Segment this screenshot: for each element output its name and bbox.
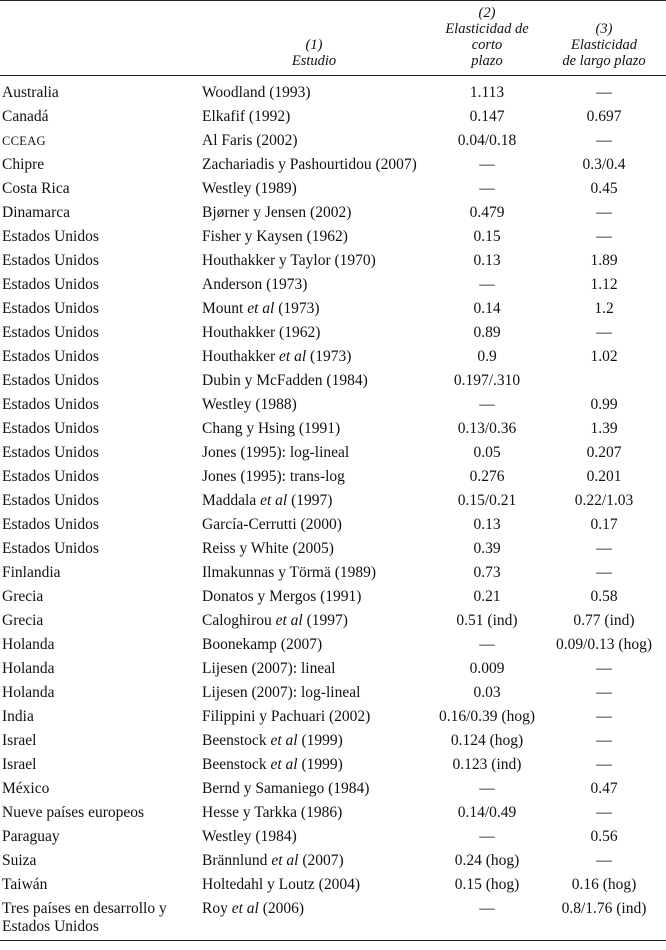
cell-long-run: 0.56 [590,828,618,845]
cell-short-run: 0.05 [473,444,501,461]
cell-country: Grecia [2,612,44,629]
cell-country: CCEAG [2,134,46,148]
cell-long-run: — [596,708,612,725]
cell-country: Israel [2,756,37,773]
cell-short-run: — [479,780,495,797]
table-row [0,76,666,107]
cell-short-run: 0.15 (hog) [454,876,520,893]
cell-short-run: 0.14/0.49 [457,804,517,821]
table-row [0,418,666,442]
cell-study: Reiss y White (2005) [202,540,334,557]
study-et-al: et al [231,900,259,917]
table-row [0,562,666,586]
cell-study [196,730,432,754]
cell-country: Estados Unidos [2,492,99,509]
cell-long-run: — [596,804,612,821]
cell-long-run: 0.09/0.13 (hog) [555,636,652,653]
table-row [0,802,666,826]
cell-country: Estados Unidos [2,444,99,461]
cell-country: Estados Unidos [2,420,99,437]
cell-long-run: — [596,564,612,581]
cell-long-run: 0.697 [586,108,622,125]
study-year: (1997) [287,492,333,509]
cell-country: Estados Unidos [2,540,99,557]
table-row [0,682,666,706]
cell-country: Estados Unidos [2,324,99,341]
cell-study: Lijesen (2007): lineal [202,660,336,677]
table-row [0,394,666,418]
cell-country: Australia [2,84,59,101]
cell-study [196,898,432,941]
cell-country: Holanda [2,684,55,701]
table-row [0,370,666,394]
cell-long-run: 0.47 [590,780,618,797]
cell-study: Filippini y Pachuari (2002) [202,708,371,725]
header-short-line-1: Elasticidad de corto [445,21,529,53]
cell-study: Fisher y Kaysen (1962) [202,228,348,245]
cell-short-run: 0.124 (hog) [450,732,524,749]
cell-short-run: 0.009 [469,660,505,677]
table-row [0,898,666,941]
cell-short-run: 0.479 [469,204,505,221]
cell-long-run: 0.45 [590,180,618,197]
cell-short-run: — [479,180,495,197]
cell-short-run: 0.13 [473,252,501,269]
table-row [0,154,666,178]
header-study [196,1,432,76]
cell-study [196,850,432,874]
cell-short-run: 0.14 [473,300,501,317]
cell-country: Grecia [2,588,44,605]
study-author: Mount [202,300,248,317]
cell-study [196,490,432,514]
cell-long-run: 0.201 [586,468,622,485]
table-row [0,658,666,682]
cell-long-run: — [596,132,612,149]
table-row [0,514,666,538]
cell-study: Boonekamp (2007) [202,636,323,653]
cell-study: Jones (1995): log-lineal [202,444,350,461]
cell-long-run: 0.17 [590,516,618,533]
cell-short-run: 0.9 [477,348,497,365]
header-long-run [542,1,666,76]
cell-study: Elkafif (1992) [202,108,291,125]
table-row [0,778,666,802]
cell-country: Nueve países europeos [2,804,145,821]
header-long-number: (3) [595,21,613,37]
cell-long-run [542,370,666,394]
table-row [0,466,666,490]
cell-study: Dubin y McFadden (1984) [202,372,368,389]
study-year: (1973) [274,300,320,317]
cell-long-run: — [596,756,612,773]
study-et-al: et al [260,492,288,509]
cell-short-run: — [479,900,495,917]
cell-study: Woodland (1993) [202,84,311,101]
cell-study [196,298,432,322]
cell-short-run: 0.21 [473,588,501,605]
cell-country: Taiwán [2,876,48,893]
study-et-al: et al [275,612,303,629]
study-et-al: et al [279,348,307,365]
cell-country: Estados Unidos [2,252,99,269]
cell-long-run: — [596,660,612,677]
header-short-line-2: plazo [471,53,503,69]
cell-long-run: — [596,732,612,749]
cell-long-run: — [596,540,612,557]
study-year: (2007) [298,852,344,869]
cell-long-run: — [596,684,612,701]
cell-country: Estados Unidos [2,372,99,389]
table-row [0,130,666,154]
study-year: (1997) [302,612,348,629]
cell-short-run: 0.16/0.39 (hog) [438,708,535,725]
cell-long-run: — [596,204,612,221]
study-author: Caloghirou [202,612,276,629]
cell-short-run: 0.276 [469,468,505,485]
table-row [0,226,666,250]
cell-country: Estados Unidos [2,228,99,245]
cell-study: Houthakker y Taylor (1970) [202,252,376,269]
cell-country: Tres países en desarrollo y Estados Unidos [2,900,167,935]
cell-country: Israel [2,732,37,749]
cell-long-run: 0.207 [586,444,622,461]
table-row [0,706,666,730]
cell-short-run: 0.15/0.21 [457,492,517,509]
header-long-line-2: de largo plazo [562,53,646,69]
cell-short-run: 0.73 [473,564,501,581]
table-header-row [0,1,666,76]
study-author: Houthakker [202,348,280,365]
header-study-label: Estudio [291,53,337,69]
table-row [0,274,666,298]
cell-short-run: 0.24 (hog) [454,852,520,869]
cell-country: Finlandia [2,564,61,581]
cell-short-run: — [479,636,495,653]
cell-study: Zachariadis y Pashourtidou (2007) [202,156,417,173]
cell-country: Costa Rica [2,180,70,197]
table-row [0,730,666,754]
study-et-al: et al [247,300,275,317]
cell-country: Estados Unidos [2,396,99,413]
cell-long-run: 1.12 [590,276,618,293]
cell-study: Donatos y Mergos (1991) [202,588,362,605]
cell-country: Estados Unidos [2,516,99,533]
cell-short-run: 1.113 [469,84,505,101]
cell-short-run: 0.197/.310 [453,372,521,389]
cell-country: México [2,780,50,797]
table-row [0,442,666,466]
cell-long-run: 1.02 [590,348,618,365]
cell-study: Jones (1995): trans-log [202,468,345,485]
cell-study: Westley (1988) [202,396,297,413]
cell-study: García-Cerrutti (2000) [202,516,342,533]
cell-short-run: 0.89 [473,324,501,341]
cell-country: Estados Unidos [2,300,99,317]
cell-study: Holtedahl y Loutz (2004) [202,876,360,893]
cell-long-run: 1.2 [594,300,614,317]
study-year: (1973) [306,348,352,365]
cell-short-run: 0.39 [473,540,501,557]
table-row [0,754,666,778]
cell-long-run: — [596,324,612,341]
cell-study: Al Faris (2002) [202,132,298,149]
header-short-number: (2) [478,5,496,21]
cell-short-run: 0.15 [473,228,501,245]
cell-country: Canadá [2,108,49,125]
study-author: Maddala [202,492,261,509]
cell-short-run: 0.147 [469,108,505,125]
cell-short-run: — [479,276,495,293]
table-row [0,298,666,322]
table-row [0,250,666,274]
cell-country: Estados Unidos [2,468,99,485]
cell-long-run: 0.58 [590,588,618,605]
table-row [0,826,666,850]
cell-study: Ilmakunnas y Törmä (1989) [202,564,377,581]
cell-country: India [2,708,34,725]
table-row [0,178,666,202]
cell-short-run: 0.123 (ind) [452,756,522,773]
cell-study: Bjørner y Jensen (2002) [202,204,352,221]
study-et-al: et al [270,756,298,773]
cell-long-run: — [596,228,612,245]
cell-country: Chipre [2,156,45,173]
cell-short-run: 0.04/0.18 [457,132,517,149]
study-author: Beenstock [202,756,271,773]
table-row [0,850,666,874]
table-row [0,874,666,898]
header-country [0,1,196,76]
cell-study [196,754,432,778]
table-row [0,346,666,370]
table-row [0,586,666,610]
table-body [0,76,666,941]
cell-long-run: 0.77 (ind) [573,612,635,629]
cell-study [196,346,432,370]
study-author: Brännlund [202,852,272,869]
cell-short-run: — [479,156,495,173]
cell-long-run: 0.3/0.4 [582,156,626,173]
cell-country: Suiza [2,852,37,869]
cell-short-run: 0.03 [473,684,501,701]
cell-country: Holanda [2,636,55,653]
table-row [0,490,666,514]
study-et-al: et al [271,852,299,869]
header-study-number: (1) [305,37,323,53]
cell-long-run: 0.99 [590,396,618,413]
cell-long-run: — [596,852,612,869]
table-row [0,634,666,658]
cell-short-run: — [479,396,495,413]
cell-short-run: 0.51 (ind) [456,612,518,629]
study-author: Beenstock [202,732,271,749]
cell-long-run: 0.8/1.76 (ind) [561,900,647,917]
cell-country: Estados Unidos [2,276,99,293]
cell-study: Anderson (1973) [202,276,308,293]
cell-short-run: — [479,828,495,845]
table-row [0,322,666,346]
cell-short-run: 0.13/0.36 [457,420,517,437]
study-year: (1999) [297,732,343,749]
study-et-al: et al [270,732,298,749]
cell-study: Lijesen (2007): log-lineal [202,684,361,701]
cell-country: Paraguay [2,828,60,845]
cell-study: Houthakker (1962) [202,324,321,341]
cell-study: Bernd y Samaniego (1984) [202,780,370,797]
cell-country: Estados Unidos [2,348,99,365]
header-short-run [432,1,542,76]
cell-study [196,610,432,634]
cell-long-run: 0.16 (hog) [571,876,637,893]
study-year: (1999) [297,756,343,773]
table-row [0,106,666,130]
cell-study: Chang y Hsing (1991) [202,420,341,437]
cell-long-run: 1.89 [590,252,618,269]
study-author: Roy [202,900,232,917]
cell-long-run: — [596,84,612,101]
cell-country: Dinamarca [2,204,70,221]
cell-study: Westley (1984) [202,828,297,845]
header-long-line-1: Elasticidad [570,37,638,53]
cell-study: Hesse y Tarkka (1986) [202,804,343,821]
table-row [0,610,666,634]
cell-country: Holanda [2,660,55,677]
cell-study: Westley (1989) [202,180,297,197]
table-row [0,538,666,562]
study-year: (2006) [258,900,305,917]
cell-short-run: 0.13 [473,516,501,533]
cell-long-run: 0.22/1.03 [574,492,634,509]
cell-long-run: 1.39 [590,420,618,437]
table-row [0,202,666,226]
